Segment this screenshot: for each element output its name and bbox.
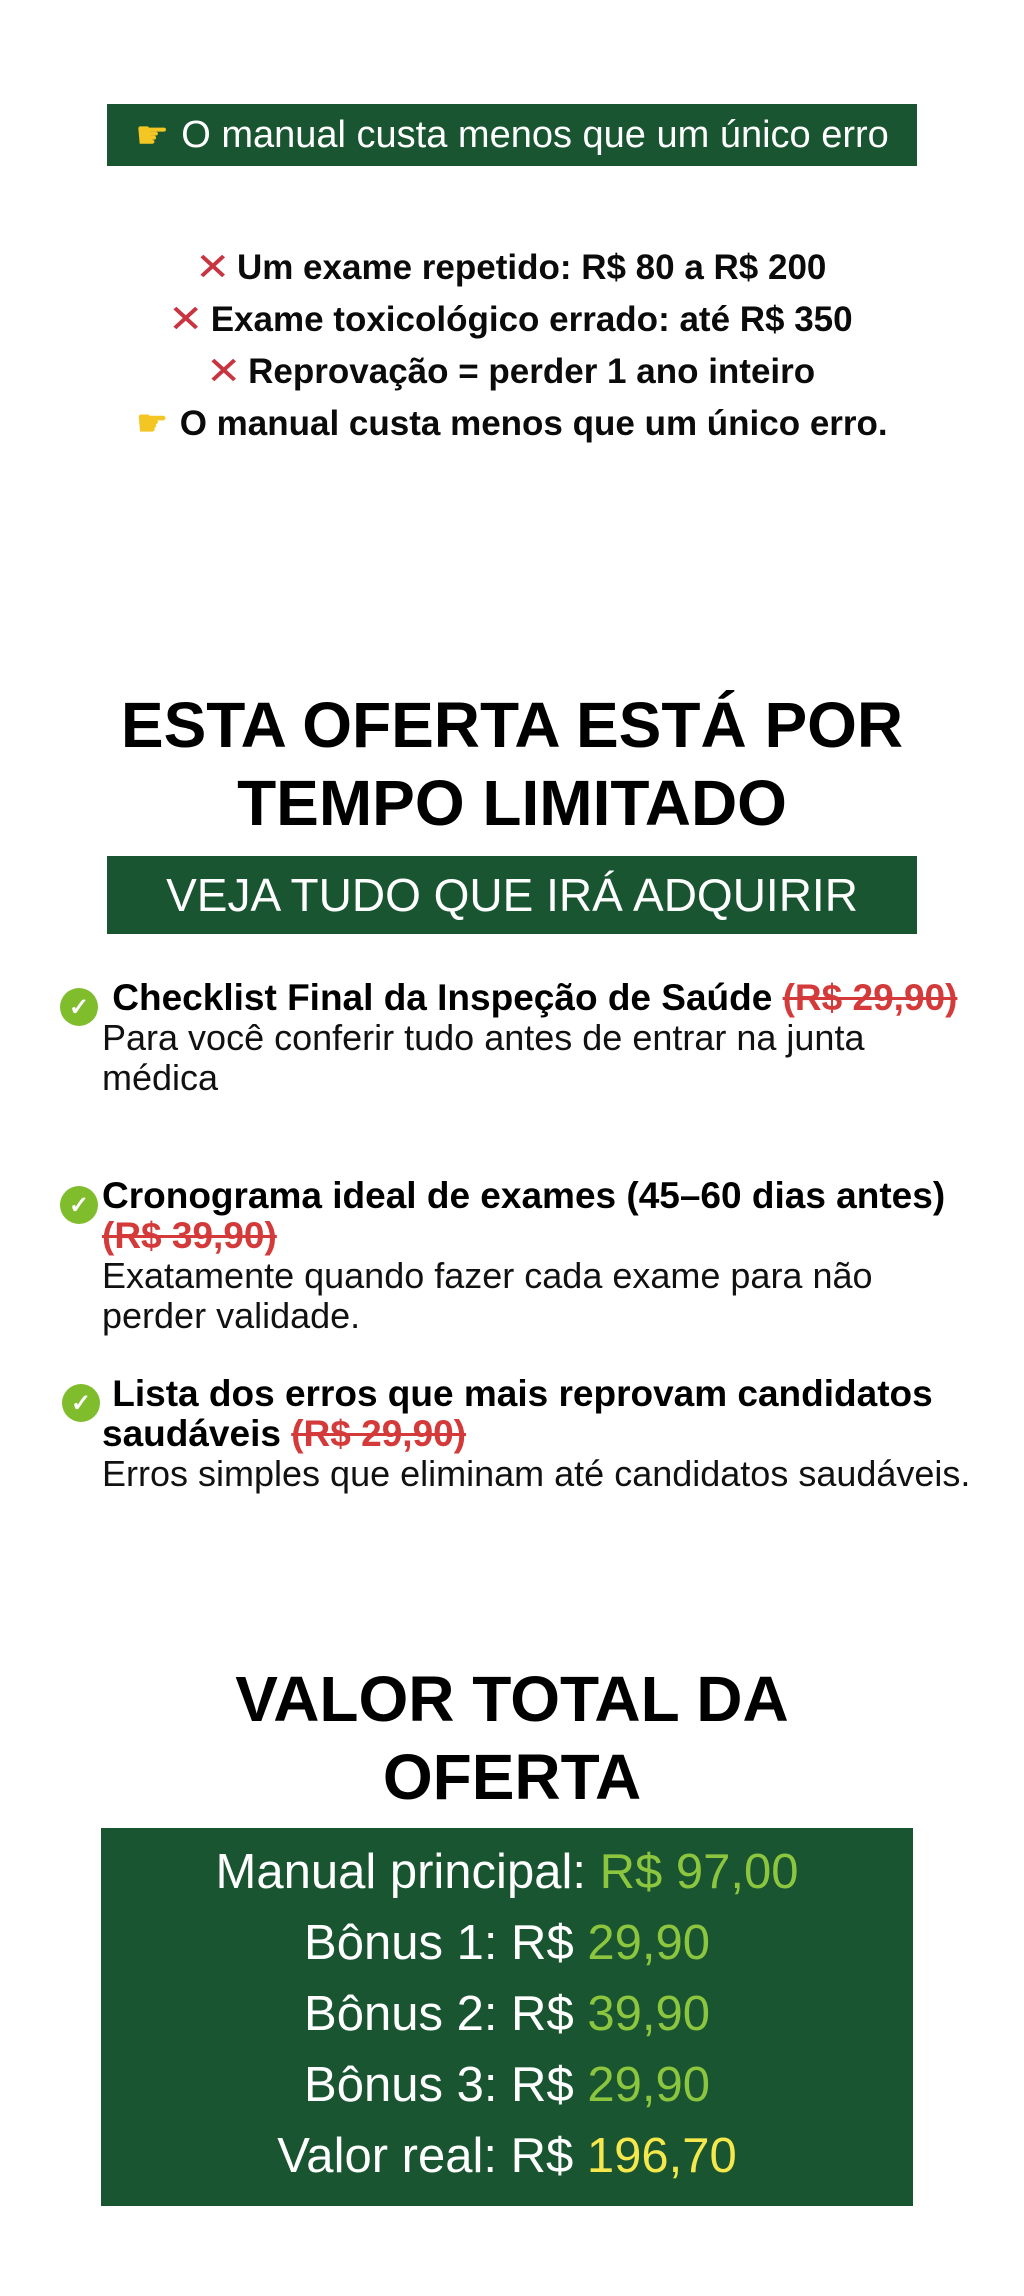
top-banner-text: O manual custa menos que um único erro — [181, 113, 889, 156]
summary-label: Bônus 2: R$ — [304, 1987, 574, 2041]
summary-line — [101, 1913, 913, 1973]
old-price: (R$ 29,90) — [782, 977, 958, 1018]
bonus-item — [102, 1374, 1008, 1494]
x-mark-icon: ✕ — [194, 246, 230, 289]
acquire-banner — [107, 856, 917, 934]
pointing-hand-icon: ☛ — [136, 404, 168, 443]
summary-line — [101, 2055, 913, 2115]
summary-line — [101, 1842, 913, 1902]
acquire-banner-text: VEJA TUDO QUE IRÁ ADQUIRIR — [166, 869, 858, 921]
summary-value: R$ 97,00 — [599, 1845, 799, 1899]
bonus-title: Cronograma ideal de exames (45–60 dias antes) — [102, 1175, 946, 1216]
cost-text: Reprovação = perder 1 ano inteiro — [248, 352, 816, 391]
limited-offer-line2: TEMPO LIMITADO — [237, 767, 787, 839]
cost-text: Exame toxicológico errado: até R$ 350 — [210, 300, 853, 339]
bonus-item — [102, 978, 982, 1098]
summary-total-line — [101, 2126, 913, 2186]
cost-item — [0, 242, 1024, 294]
summary-box — [101, 1828, 913, 2206]
summary-label: Manual principal: — [215, 1845, 586, 1899]
summary-label: Bônus 3: R$ — [304, 2058, 574, 2112]
summary-total-value: 196,70 — [586, 2129, 737, 2183]
summary-label: Valor real: R$ — [277, 2129, 574, 2183]
cost-summary — [0, 398, 1024, 450]
summary-value: 29,90 — [587, 2058, 710, 2112]
total-heading-line2: OFERTA — [382, 1741, 642, 1813]
top-banner — [107, 104, 917, 166]
bonus-description: Exatamente quando fazer cada exame para não perder validade. — [102, 1255, 873, 1336]
total-heading-line1: VALOR TOTAL DA — [235, 1663, 789, 1735]
total-heading — [40, 1660, 984, 1816]
check-icon: ✓ — [60, 988, 98, 1026]
bonus-title: Checklist Final da Inspeção de Saúde — [112, 977, 773, 1018]
limited-offer-heading — [40, 686, 984, 842]
bonus-description: Para você conferir tudo antes de entrar na junta médica — [102, 1017, 865, 1098]
check-icon: ✓ — [62, 1384, 100, 1422]
cost-summary-text: O manual custa menos que um único erro. — [179, 404, 888, 443]
summary-value: 29,90 — [587, 1916, 710, 1970]
bonus-description: Erros simples que eliminam até candidatos saudáveis. — [102, 1453, 971, 1494]
bonus-title: Lista dos erros que mais reprovam candidatos saudáveis — [102, 1373, 933, 1454]
bonus-item — [102, 1176, 982, 1336]
x-mark-icon: ✕ — [205, 350, 242, 393]
summary-label: Bônus 1: R$ — [304, 1916, 574, 1970]
limited-offer-line1: ESTA OFERTA ESTÁ POR — [120, 689, 904, 761]
cost-item — [0, 294, 1024, 346]
old-price: (R$ 29,90) — [291, 1413, 467, 1454]
pointing-hand-icon: ☛ — [135, 114, 170, 157]
old-price: (R$ 39,90) — [102, 1215, 277, 1256]
summary-value: 39,90 — [587, 1987, 710, 2041]
summary-line — [101, 1984, 913, 2044]
x-mark-icon: ✕ — [168, 298, 204, 341]
cost-text: Um exame repetido: R$ 80 a R$ 200 — [236, 248, 827, 287]
check-icon: ✓ — [60, 1186, 98, 1224]
cost-item — [0, 346, 1024, 398]
